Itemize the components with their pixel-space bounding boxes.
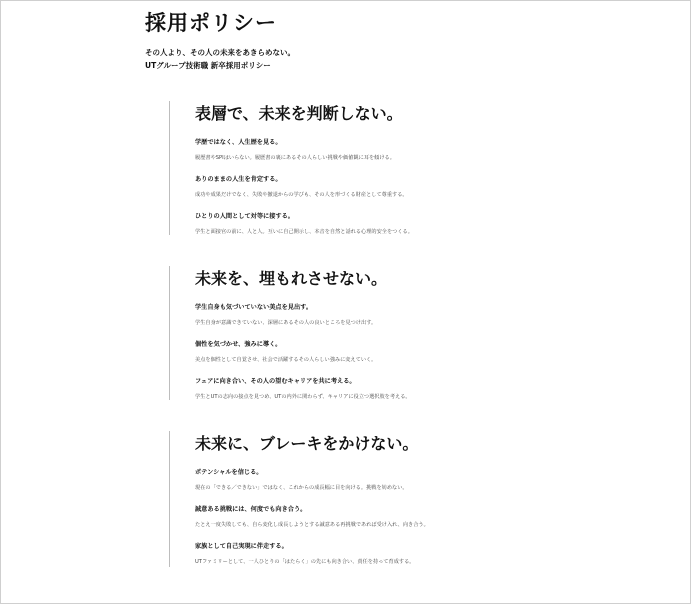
page-subtitle [145,46,295,72]
policy-section-3 [169,431,525,567]
policy-item-title: ひとりの人間として対等に接する。 [195,213,294,220]
page-title: 採用ポリシー [145,11,277,35]
policy-item-title: 誠意ある挑戦には、何度でも向き合う。 [195,506,307,513]
section-heading: 未来を、埋もれさせない。 [195,269,388,288]
policy-item [195,303,525,334]
policy-item-title: 個性を気づかせ、強みに導く。 [195,341,282,348]
policy-item-title: 学歴ではなく、人生歴を見る。 [195,139,282,146]
policy-item-desc: 美点を個性として自覚させ、社会で活躍するその人らしい強みに変えていく。 [195,357,377,363]
policy-item [195,340,525,371]
policy-item-title: ポテンシャルを信じる。 [195,469,263,476]
policy-item [195,175,525,206]
policy-item [195,505,525,536]
subtitle-line-1: その人より、その人の未来をあきらめない。 [145,48,295,57]
policy-item-title: ありのままの人生を肯定する。 [195,176,282,183]
policy-item-desc: UTファミリーとして、一人ひとりの「はたらく」の先にも向き合い、責任を持って育成する。 [195,559,415,565]
section-heading: 表層で、未来を判断しない。 [195,104,403,123]
policy-item-desc: 履歴書やSPIはいらない。履歴書の裏にあるその人らしい挑戦や価値観に耳を傾ける。 [195,155,395,161]
policy-item-desc: 学生と面接官の前に、人と人。互いに自己開示し、本音を自然と話れる心理的安全をつくる。 [195,229,413,235]
policy-item-desc: 学生とUTの志向の接点を見つめ、UTの内外に関わらず、キャリアに役立つ選択肢を考える。 [195,394,411,400]
policy-item-desc: たとえ一度失敗しても、自ら変化し成長しようとする誠意ある再挑戦であれば受け入れ、向き合う。 [195,522,429,528]
subtitle-line-2: UTグループ技術職 新卒採用ポリシー [145,61,271,70]
policy-item-desc: 成功や成果だけでなく、失敗や撤退からの学びも、その人を形づくる財産として尊重する。 [195,192,408,198]
policy-item-title: 学生自身も気づいていない美点を見出す。 [195,304,313,311]
policy-item [195,542,525,573]
policy-item-desc: 現在の「できる／できない」ではなく、これからの成長幅に目を向ける。挑戦を妨めない。 [195,485,408,491]
policy-item [195,138,525,169]
policy-item [195,468,525,499]
policy-item [195,377,525,408]
policy-item-desc: 学生自身が意識できていない、深層にあるその人の良いところを見つけ出す。 [195,320,377,326]
policy-section-2 [169,266,525,400]
policy-item [195,212,525,243]
policy-item-title: 家族として自己実現に伴走する。 [195,543,288,550]
policy-section-1 [169,101,525,235]
policy-item-title: フェアに向き合い、その人の望むキャリアを共に考える。 [195,378,356,385]
section-heading: 未来に、ブレーキをかけない。 [195,434,419,453]
